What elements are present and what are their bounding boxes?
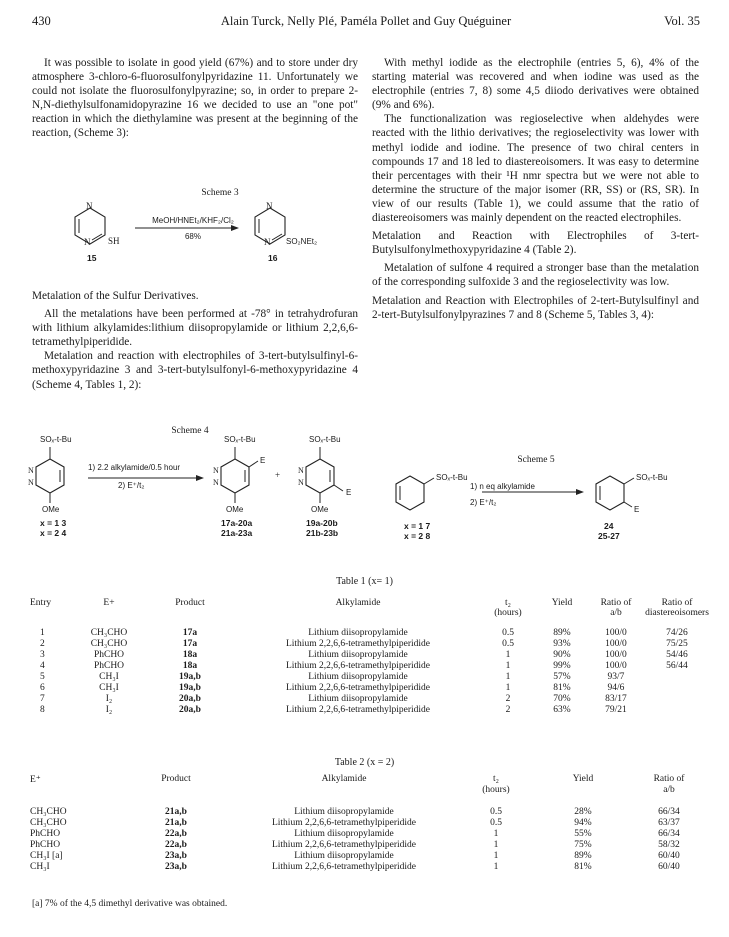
compound-label-16: 16 (268, 253, 278, 263)
volume-label: Vol. 35 (664, 14, 700, 28)
table-cell (644, 694, 710, 705)
table-cell: 1 (505, 683, 511, 693)
table-row (30, 851, 710, 862)
table-cell: 55% (574, 829, 592, 839)
scheme-4-x2: x = 2 4 (40, 528, 67, 538)
table-cell: CH₃CHO (90, 628, 128, 638)
table-cell: 21a,b (165, 818, 187, 828)
left-column-top (32, 56, 358, 141)
table-cell: 1 (505, 650, 511, 660)
table-cell: 83/17 (605, 694, 627, 704)
table-cell: 2 (505, 694, 511, 704)
table-cell: CH₃I [a] (30, 851, 63, 861)
scheme-5-title: Scheme 5 (517, 455, 555, 465)
table-cell: 81% (553, 683, 571, 693)
scheme-5-prod-group: SOₓ-t-Bu (636, 473, 668, 482)
scheme-5-sm-group: SOₓ-t-Bu (436, 473, 468, 482)
table-cell: 75/25 (666, 639, 688, 649)
table-cell: 54/46 (666, 650, 688, 660)
paragraph: Metalation of sulfone 4 required a stronger base than the metalation of the corresponding sulfoxide 3 and the regioselectivity was low. (372, 262, 699, 289)
table-cell: 60/40 (658, 851, 680, 861)
table-cell: 63% (553, 705, 571, 715)
table-cell: 89% (574, 851, 592, 861)
column-subheader: diastereoisomers (645, 608, 709, 618)
scheme-3-reagents: MeOH/HNEt₂/KHF₂/Cl₂ (152, 216, 234, 225)
column-header: E+ (103, 598, 115, 608)
ring-n-label: N (28, 466, 34, 475)
scheme-3-sm-group: SH (108, 236, 120, 246)
table-cell: 60/40 (658, 862, 680, 872)
table-cell: 7 (40, 694, 45, 704)
column-header: Ratio of (661, 598, 693, 608)
table-cell: 94% (574, 818, 592, 828)
table-cell (644, 705, 710, 716)
table-header-row (30, 774, 710, 785)
table-cell: 89% (553, 628, 571, 638)
column-header: t₂ (493, 774, 499, 784)
scheme-5-x2: x = 2 8 (404, 531, 431, 541)
scheme-4-prod-a-label-2: 21a-23a (221, 528, 253, 538)
table-cell: Lithium diisopropylamide (294, 851, 394, 861)
table-row (30, 639, 710, 650)
table-cell: 100/0 (605, 661, 627, 671)
table-cell: 6 (40, 683, 45, 693)
table-header-row-2 (30, 608, 710, 618)
table-cell: 75% (574, 840, 592, 850)
table-cell: 2 (40, 639, 45, 649)
table-row (30, 672, 710, 683)
table-cell: Lithium 2,2,6,6-tetramethylpiperidide (271, 840, 417, 850)
table-cell: 1 (40, 628, 45, 638)
column-header: Alkylamide (321, 774, 367, 784)
ring-n-label: N (86, 201, 93, 211)
table-cell: 23a,b (165, 862, 187, 872)
ring-n-label: N (28, 478, 34, 487)
table-cell: 90% (553, 650, 571, 660)
table-cell: I₂ (105, 694, 113, 704)
table-row (30, 628, 710, 639)
table-cell: 93% (553, 639, 571, 649)
running-authors: Alain Turck, Nelly Plé, Paméla Pollet and Guy Quéguiner (220, 14, 512, 28)
table-row (30, 840, 710, 851)
scheme-4-sm-ome: OMe (42, 505, 60, 514)
column-header: Ratio of (600, 598, 632, 608)
left-column-bottom (32, 289, 358, 392)
table-header-row-2 (30, 785, 710, 795)
table-cell: PhCHO (93, 650, 125, 660)
table-row (30, 705, 710, 716)
scheme-5-prod-label-2: 25-27 (598, 531, 620, 541)
scheme-5-reagent-1: 1) n eq alkylamide (470, 482, 535, 491)
paragraph: Metalation and reaction with electrophiles of 3-tert-butylsulfinyl-6-methoxypyridazine 3 and 3-tert-butylsulfonyl-6-methoxypyridazine 4 (Scheme 4, Tables 1, 2): (32, 350, 358, 391)
table-cell: 5 (40, 672, 45, 682)
table-cell: 0.5 (502, 639, 514, 649)
scheme-4-prod-b-e: E (346, 488, 352, 497)
scheme-5-reagent-2: 2) E⁺/t₂ (470, 498, 497, 507)
table-cell: 81% (574, 862, 592, 872)
column-header: Entry (30, 598, 52, 608)
table-cell: CH₃I (99, 672, 119, 682)
column-header: Alkylamide (335, 598, 381, 608)
table-cell: 93/7 (607, 672, 625, 682)
table-cell: 70% (553, 694, 571, 704)
scheme-3-yield: 68% (184, 232, 201, 241)
table-cell: 0.5 (490, 807, 502, 817)
table-cell: 94/6 (607, 683, 625, 693)
table-cell: Lithium 2,2,6,6-tetramethylpiperidide (271, 818, 417, 828)
table-cell: 63/37 (658, 818, 680, 828)
table-2-title: Table 2 (x = 2) (334, 757, 395, 768)
ring-n-label: N (264, 237, 271, 247)
table-cell: 17a (182, 628, 198, 638)
column-header: Product (175, 598, 205, 608)
table-cell: 3 (40, 650, 45, 660)
section-heading: Metalation and Reaction with Electrophiles of 2-tert-Butylsulfinyl and 2-tert-Butylsulfonylpyrazines 7 and 8 (Scheme 5, Tables 3, 4): (372, 294, 699, 321)
table-1-title: Table 1 (x= 1) (336, 576, 393, 587)
table-cell: 8 (40, 705, 45, 715)
table-row (30, 661, 710, 672)
scheme-4-prod-b-label-2: 21b-23b (306, 528, 339, 538)
table-cell: Lithium 2,2,6,6-tetramethylpiperidide (285, 661, 431, 671)
column-header: Yield (551, 598, 573, 608)
column-subheader: a/b (610, 608, 622, 618)
table-row (30, 862, 710, 873)
table-cell: Lithium diisopropylamide (308, 628, 408, 638)
table-header-row (30, 598, 710, 608)
table-row (30, 818, 710, 829)
table-cell: Lithium diisopropylamide (308, 650, 408, 660)
table-cell: 2 (505, 705, 511, 715)
scheme-4-prod-a-label: 17a-20a (221, 518, 253, 528)
scheme-4-sm-group: SOₓ-t-Bu (40, 435, 72, 444)
table-cell: 0.5 (490, 818, 502, 828)
table-2-footnote: [a] 7% of the 4,5 dimethyl derivative was obtained. (32, 899, 228, 909)
table-cell: 18a (182, 661, 198, 671)
table-cell: 79/21 (605, 705, 627, 715)
table-cell: 100/0 (605, 650, 627, 660)
scheme-3-title: Scheme 3 (201, 188, 239, 198)
table-cell: 1 (493, 862, 499, 872)
column-header: Yield (572, 774, 594, 784)
table-cell: CH₃CHO (90, 639, 128, 649)
column-header: Ratio of (653, 774, 685, 784)
table-row (30, 829, 710, 840)
ring-n-label: N (266, 201, 273, 211)
table-cell: PhCHO (30, 840, 61, 850)
column-subheader: (hours) (482, 785, 510, 795)
scheme-4-prod-a-ome: OMe (226, 505, 244, 514)
table-cell: 100/0 (605, 628, 627, 638)
table-cell: PhCHO (93, 661, 125, 671)
ring-n-label: N (84, 237, 91, 247)
scheme-4-prod-a-e: E (260, 456, 266, 465)
table-cell: 1 (493, 840, 499, 850)
table-cell: 58/32 (658, 840, 680, 850)
column-header: t₂ (505, 598, 511, 608)
table-cell (644, 672, 710, 683)
table-cell: 22a,b (165, 840, 187, 850)
scheme-4-title: Scheme 4 (171, 426, 209, 436)
running-header (32, 14, 700, 32)
page-number: 430 (32, 14, 51, 28)
table-cell: Lithium 2,2,6,6-tetramethylpiperidide (285, 639, 431, 649)
table-row (30, 683, 710, 694)
scheme-5-prod-e: E (634, 505, 640, 514)
column-subheader: (hours) (494, 608, 522, 618)
table-cell: 22a,b (165, 829, 187, 839)
scheme-3-prod-group: SO₂NEt₂ (286, 237, 318, 246)
table-cell: 99% (553, 661, 571, 671)
table-2 (30, 774, 710, 873)
table-cell: 57% (553, 672, 571, 682)
table-cell: 17a (182, 639, 198, 649)
table-cell: CH₃I (99, 683, 119, 693)
table-cell: CH₃CHO (30, 807, 67, 817)
table-cell: Lithium 2,2,6,6-tetramethylpiperidide (285, 705, 431, 715)
section-heading: Metalation of the Sulfur Derivatives. (32, 290, 199, 302)
table-1 (30, 598, 710, 716)
scheme-4-x1: x = 1 3 (40, 518, 67, 528)
table-cell: 28% (574, 807, 592, 817)
table-cell: 1 (493, 851, 499, 861)
table-cell: 66/34 (658, 807, 680, 817)
scheme-5-prod-label: 24 (604, 521, 614, 531)
table-cell: 21a,b (165, 807, 187, 817)
table-cell: CH₃I (30, 862, 50, 872)
table-cell: 18a (182, 650, 198, 660)
table-cell: PhCHO (30, 829, 61, 839)
column-header: Product (161, 774, 191, 784)
table-cell: 1 (505, 661, 511, 671)
table-cell: 19a,b (179, 683, 201, 693)
table-cell: 20a,b (179, 705, 201, 715)
table-row (30, 807, 710, 818)
scheme-4-prod-a-group: SOₓ-t-Bu (224, 435, 256, 444)
table-cell: 1 (505, 672, 511, 682)
table-cell: 23a,b (165, 851, 187, 861)
scheme-4-reagent-2: 2) E⁺/t₂ (118, 481, 145, 490)
paragraph: The functionalization was regioselective when aldehydes were reacted with the lithio derivatives; the regioselectivity was lower with methyl iodide and iodine. The presence of two chiral centers in compounds 17 and 18 led to diastereoisomers. It was easy to determine their percentages with their ¹H nmr spectra but we were not able to determine the structure of the major isomer (RR, SS) or (RS, SR). In view of our results (Table 1), we could assume that the ratio of diastereoisomers was mainly dependent on the reacted electrophiles. (372, 113, 699, 225)
ring-n-label: N (298, 466, 304, 475)
table-cell: Lithium 2,2,6,6-tetramethylpiperidide (285, 683, 431, 693)
table-cell (644, 683, 710, 694)
scheme-4-prod-b-ome: OMe (311, 505, 329, 514)
table-cell: 100/0 (605, 639, 627, 649)
scheme-5-x1: x = 1 7 (404, 521, 431, 531)
ring-n-label: N (298, 478, 304, 487)
table-cell: I₂ (105, 705, 113, 715)
scheme-4-plus: + (275, 470, 281, 480)
table-cell: 1 (493, 829, 499, 839)
table-cell: Lithium 2,2,6,6-tetramethylpiperidide (271, 862, 417, 872)
table-cell: CH₃CHO (30, 818, 67, 828)
table-cell: Lithium diisopropylamide (294, 829, 394, 839)
compound-label-15: 15 (87, 253, 97, 263)
column-header: E⁺ (30, 775, 41, 785)
table-cell: 4 (40, 661, 45, 671)
paragraph: All the metalations have been performed at -78° in tetrahydrofuran with lithium alkylamides:lithium diisopropylamide or lithium 2,2,6,6-tetramethylpiperidide. (32, 308, 358, 349)
paragraph: With methyl iodide as the electrophile (entries 5, 6), 4% of the starting material was recovered and when iodine was used as the electrophile (entries 7, 8) some 4,5 diiodo derivatives were obtained (9% and 6%). (372, 57, 699, 112)
table-cell: Lithium diisopropylamide (308, 694, 408, 704)
table-cell: 0.5 (502, 628, 514, 638)
ring-n-label: N (213, 478, 219, 487)
scheme-4-prod-b-label: 19a-20b (306, 518, 338, 528)
section-heading: Metalation and Reaction with Electrophiles of 3-tert-Butylsulfonylmethoxypyridazine 4 (Table 2). (372, 230, 699, 257)
table-cell: 66/34 (658, 829, 680, 839)
table-cell: 56/44 (666, 661, 688, 671)
table-cell: 74/26 (666, 628, 688, 638)
scheme-4-reagent-1: 1) 2.2 alkylamide/0.5 hour (88, 463, 181, 472)
table-cell: 19a,b (179, 672, 201, 682)
table-row (30, 650, 710, 661)
right-column (372, 56, 699, 322)
ring-n-label: N (213, 466, 219, 475)
scheme-4-prod-b-group: SOₓ-t-Bu (309, 435, 341, 444)
column-subheader: a/b (663, 785, 675, 795)
table-cell: Lithium diisopropylamide (308, 672, 408, 682)
table-row (30, 694, 710, 705)
table-cell: 20a,b (179, 694, 201, 704)
paragraph: It was possible to isolate in good yield (67%) and to store under dry atmosphere 3-chloro-6-fluorosulfonylpyridazine 11. Unfortunately we could not isolate the fluorosulfonylpyrazine; so, in order to prepare 2-N,N-diethylsulfonamidopyrazine 16 we decided to use an "one pot" reaction in which the diethylamine was present at the beginning of the reaction, (Scheme 3): (32, 57, 358, 140)
table-cell: Lithium diisopropylamide (294, 807, 394, 817)
